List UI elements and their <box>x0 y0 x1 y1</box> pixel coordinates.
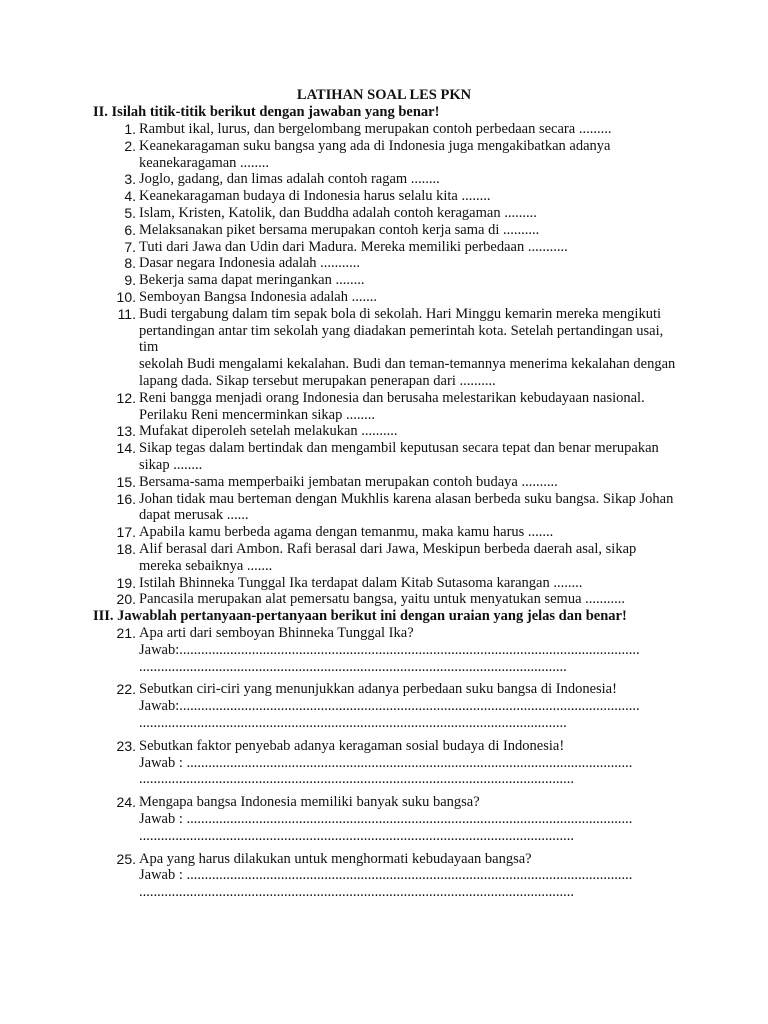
question-number: 9. <box>124 272 136 289</box>
section-3-heading: III. Jawablah pertanyaan-pertanyaan berikut ini dengan uraian yang jelas dan benar! <box>93 608 627 624</box>
question-text-continued: sekolah Budi mengalami kekalahan. Budi dan teman-temannya menerima kekalahan dengan lapang dada. Sikap tersebut merupakan penerapan dari .......... <box>139 356 676 389</box>
essay-item <box>0 681 679 737</box>
question-number: 20. <box>116 591 136 608</box>
question-number: 7. <box>124 238 136 255</box>
question-text: Apa yang harus dilakukan untuk menghormati kebudayaan bangsa? <box>139 850 532 867</box>
question-item <box>0 138 679 172</box>
answer-line-continued[interactable]: ........................................................................................................................ <box>139 771 574 788</box>
question-number: 21. <box>116 625 136 641</box>
question-text: Sikap tegas dalam bertindak dan mengambil keputusan secara tepat dan benar merupakan sikap ........ <box>139 440 659 473</box>
question-number: 24. <box>116 794 136 811</box>
question-number: 6. <box>124 221 136 238</box>
question-text: Dasar negara Indonesia adalah ........... <box>139 255 361 272</box>
question-text: Keanekaragaman budaya di Indonesia harus selalu kita ........ <box>139 188 491 205</box>
question-number: 17. <box>116 524 136 541</box>
page-title: LATIHAN SOAL LES PKN <box>296 87 472 103</box>
answer-line-continued[interactable]: ........................................................................................................................ <box>139 827 574 844</box>
question-item <box>0 188 679 205</box>
question-item <box>0 423 679 440</box>
fill-in-question-list <box>0 121 768 608</box>
question-number: 1. <box>124 121 136 137</box>
question-item <box>0 121 679 138</box>
question-number: 12. <box>116 389 136 406</box>
question-number: 25. <box>116 850 136 867</box>
answer-line-continued[interactable]: ...................................................................................................................... <box>139 714 567 731</box>
question-item <box>0 289 679 306</box>
question-item <box>0 272 679 289</box>
question-number: 16. <box>116 490 136 507</box>
question-text: Pancasila merupakan alat pemersatu bangsa, yaitu untuk menyatukan semua ........... <box>139 591 626 608</box>
question-number: 19. <box>116 574 136 591</box>
question-item <box>0 205 679 222</box>
question-number: 22. <box>116 681 136 698</box>
question-number: 10. <box>116 288 136 305</box>
question-number: 3. <box>124 171 136 188</box>
question-number: 14. <box>116 440 136 457</box>
question-number: 5. <box>124 204 136 221</box>
answer-line-continued[interactable]: ........................................................................................................................ <box>139 884 574 901</box>
question-text: Melaksanakan piket bersama merupakan contoh kerja sama di .......... <box>139 221 540 238</box>
question-text: Alif berasal dari Ambon. Rafi berasal dari Jawa, Meskipun berbeda daerah asal, sikap mereka sebaiknya ....... <box>139 540 637 574</box>
essay-item <box>0 851 679 907</box>
question-number: 11. <box>117 305 136 322</box>
essay-item <box>0 738 679 794</box>
question-text: Sebutkan faktor penyebab adanya keragaman sosial budaya di Indonesia! <box>139 737 565 754</box>
question-number: 15. <box>116 473 136 490</box>
question-text: Reni bangga menjadi orang Indonesia dan berusaha melestarikan kebudayaan nasional. Perilaku Reni mencerminkan sikap ........ <box>139 389 645 423</box>
question-text: Bersama-sama memperbaiki jembatan merupakan contoh budaya .......... <box>139 473 558 490</box>
question-number: 8. <box>124 255 136 272</box>
question-text: Islam, Kristen, Katolik, dan Buddha adalah contoh keragaman ......... <box>139 204 537 221</box>
answer-line-continued[interactable]: ...................................................................................................................... <box>139 658 567 675</box>
question-text: Joglo, gadang, dan limas adalah contoh ragam ........ <box>139 171 440 188</box>
essay-item <box>0 794 679 850</box>
answer-line[interactable]: Jawab:............................................................................................................................... <box>139 641 640 658</box>
question-number: 13. <box>116 423 136 440</box>
question-number: 2. <box>124 137 136 154</box>
question-item <box>0 440 679 474</box>
question-text: Mengapa bangsa Indonesia memiliki banyak suku bangsa? <box>139 794 480 811</box>
question-item <box>0 575 679 592</box>
question-item <box>0 474 679 491</box>
question-number: 18. <box>116 540 136 557</box>
question-text: Mufakat diperoleh setelah melakukan .......... <box>139 423 398 440</box>
question-text: Semboyan Bangsa Indonesia adalah ....... <box>139 288 377 305</box>
question-number: 23. <box>116 737 136 754</box>
question-item <box>0 524 679 541</box>
question-text: Keanekaragaman suku bangsa yang ada di Indonesia juga mengakibatkan adanya keanekaragaman ........ <box>139 137 611 171</box>
question-item <box>0 239 679 256</box>
question-item <box>0 306 679 390</box>
answer-line[interactable]: Jawab:............................................................................................................................... <box>139 698 640 715</box>
essay-item <box>0 625 679 681</box>
question-text: Johan tidak mau berteman dengan Mukhlis karena alasan berbeda suku bangsa. Sikap Johan dapat merusak ...... <box>139 490 674 524</box>
question-item <box>0 255 679 272</box>
question-text: Istilah Bhinneka Tunggal Ika terdapat dalam Kitab Sutasoma karangan ........ <box>139 574 583 591</box>
question-item <box>0 390 679 424</box>
answer-line[interactable]: Jawab : ........................................................................................................................... <box>139 867 633 884</box>
question-item <box>0 491 679 525</box>
question-number: 4. <box>124 188 136 205</box>
answer-line[interactable]: Jawab : ........................................................................................................................... <box>139 754 633 771</box>
question-item <box>0 541 679 575</box>
question-item <box>0 222 679 239</box>
answer-line[interactable]: Jawab : ........................................................................................................................... <box>139 810 633 827</box>
question-text: Bekerja sama dapat meringankan ........ <box>139 272 365 289</box>
question-text: Budi tergabung dalam tim sepak bola di sekolah. Hari Minggu kemarin mereka mengikuti pertandingan antar tim sekolah yang diadakan pemerintah kota. Setelah pertandingan usai, tim <box>139 305 664 356</box>
question-item <box>0 171 679 188</box>
essay-question-list <box>0 625 768 907</box>
question-text: Apabila kamu berbeda agama dengan temanmu, maka kamu harus ....... <box>139 524 554 541</box>
question-text: Apa arti dari semboyan Bhinneka Tunggal Ika? <box>139 625 414 641</box>
question-text: Rambut ikal, lurus, dan bergelombang merupakan contoh perbedaan secara ......... <box>139 121 612 137</box>
section-2-heading: II. Isilah titik-titik berikut dengan jawaban yang benar! <box>93 104 440 120</box>
question-text: Tuti dari Jawa dan Udin dari Madura. Mereka memiliki perbedaan ........... <box>139 238 568 255</box>
question-item <box>0 591 679 608</box>
question-text: Sebutkan ciri-ciri yang menunjukkan adanya perbedaan suku bangsa di Indonesia! <box>139 681 617 698</box>
